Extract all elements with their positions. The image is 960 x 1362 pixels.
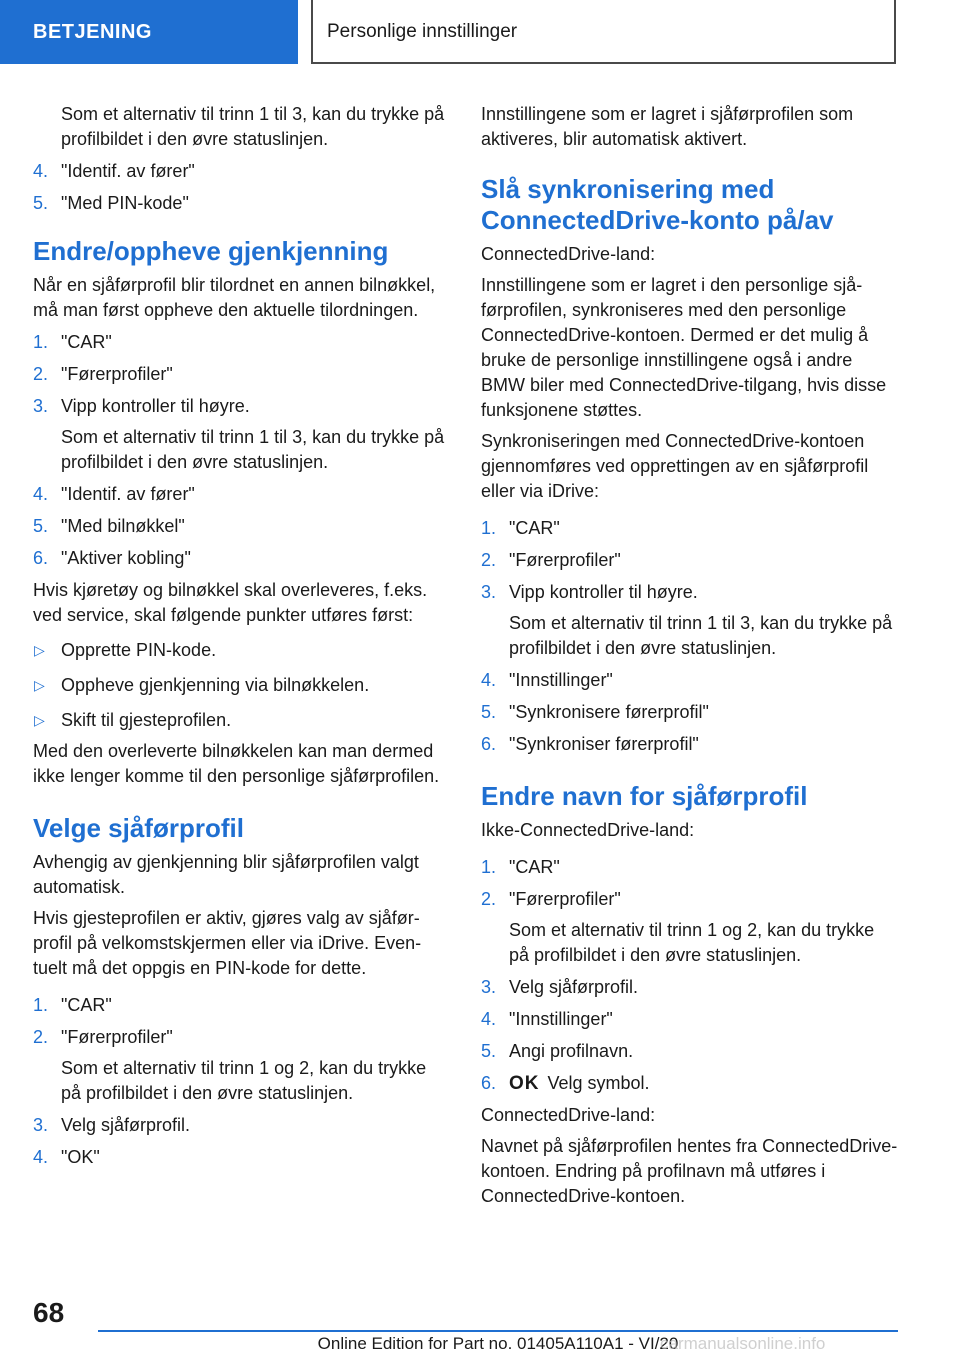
step-text: "Førerprofiler" — [509, 889, 621, 909]
list-item — [33, 1113, 449, 1138]
paragraph: Avhengig av gjenkjenning blir sjåførprofilen valgt automatisk. — [33, 852, 419, 897]
list-item — [481, 700, 899, 725]
list-item — [481, 516, 899, 541]
list-item — [33, 394, 449, 419]
paragraph: Hvis gjesteprofilen er aktiv, gjøres valg av sjåførprofil på velkomstskjermen eller via iDrive. Eventuelt må det oppgis en PIN-kode for dette. — [33, 908, 422, 978]
step-number: 4. — [481, 670, 497, 690]
section-tab: BETJENING — [0, 0, 298, 64]
paragraph-label: ConnectedDrive-land: — [481, 1105, 656, 1125]
paragraph: Synkroniseringen med ConnectedDrive-kontoen gjennomføres ved opprettingen av en sjåførprofil eller via iDrive: — [481, 431, 869, 501]
triangle-bullet-icon: ▷ — [34, 642, 45, 658]
step-text: "OK" — [61, 1147, 100, 1167]
step-number: 5. — [33, 516, 49, 536]
footer-divider — [98, 1330, 898, 1332]
step-text: "Innstillinger" — [509, 1009, 613, 1029]
page-number: 68 — [33, 1297, 65, 1328]
step-text: "CAR" — [509, 518, 560, 538]
section-heading: Slå synkronisering med ConnectedDrive-konto på/av — [481, 174, 834, 235]
edition-footer: Online Edition for Part no. 01405A110A1 - VI/20 — [317, 1334, 679, 1353]
bullet-text: Opprette PIN-kode. — [61, 640, 217, 660]
list-item — [33, 1025, 449, 1050]
watermark: carmanualsonline.info — [660, 1334, 826, 1353]
list-item — [481, 580, 899, 605]
step-text: "Identif. av fører" — [61, 161, 195, 181]
step-text: "Synkronisere førerprofil" — [509, 702, 709, 722]
paragraph: Med den overleverte bilnøkkelen kan man dermed ikke lenger komme til den personlige sjåførprofilen. — [33, 741, 440, 786]
step-text: "Med PIN-kode" — [61, 193, 189, 213]
list-item — [33, 362, 449, 387]
step-text: "CAR" — [509, 857, 560, 877]
step-text: "Aktiver kobling" — [61, 548, 191, 568]
step-text: Angi profilnavn. — [509, 1041, 634, 1061]
paragraph: Navnet på sjåførprofilen hentes fra ConnectedDrive-kontoen. Endring på profilnavn må utføres i ConnectedDrive-kontoen. — [481, 1136, 898, 1206]
step-text: "Innstillinger" — [509, 670, 613, 690]
step-number: 2. — [33, 1027, 49, 1047]
step-text: Velg sjåførprofil. — [509, 977, 639, 997]
step-text: Vipp kontroller til høyre. — [509, 582, 698, 602]
step-text: Vipp kontroller til høyre. — [61, 396, 250, 416]
step-number: 3. — [481, 977, 497, 997]
list-item — [481, 1071, 899, 1096]
step-number: 5. — [33, 193, 49, 213]
section-heading: Endre navn for sjåførprofil — [481, 781, 808, 811]
bullet-text: Skift til gjesteprofilen. — [61, 710, 232, 730]
paragraph-label: ConnectedDrive-land: — [481, 244, 656, 264]
instruction-note: Som et alternativ til trinn 1 og 2, kan du trykke på profilbildet i den øvre statuslinjen. — [61, 1058, 427, 1103]
list-item — [33, 159, 449, 184]
left-column — [33, 102, 449, 1170]
step-number: 1. — [481, 518, 497, 538]
triangle-bullet-icon: ▷ — [34, 712, 45, 728]
step-text: "Identif. av fører" — [61, 484, 195, 504]
step-number: 1. — [481, 857, 497, 877]
step-number: 6. — [481, 734, 497, 754]
step-number: 5. — [481, 702, 497, 722]
step-text: "Med bilnøkkel" — [61, 516, 185, 536]
step-number: 2. — [481, 889, 497, 909]
list-item — [481, 668, 899, 693]
instruction-note: Som et alternativ til trinn 1 til 3, kan du trykke på profilbildet i den øvre statuslinjen. — [61, 427, 445, 472]
step-text: "Førerprofiler" — [509, 550, 621, 570]
bullet-item — [33, 638, 449, 663]
instruction-note: Som et alternativ til trinn 1 og 2, kan du trykke på profilbildet i den øvre statuslinjen. — [509, 920, 875, 965]
ok-icon: OK — [509, 1073, 540, 1094]
step-number: 1. — [33, 332, 49, 352]
instruction-note: Som et alternativ til trinn 1 til 3, kan du trykke på profilbildet i den øvre statuslinjen. — [61, 104, 445, 149]
step-number: 4. — [33, 161, 49, 181]
list-item — [481, 1007, 899, 1032]
step-number: 4. — [33, 1147, 49, 1167]
step-number: 1. — [33, 995, 49, 1015]
paragraph: Hvis kjøretøy og bilnøkkel skal overleveres, f.eks. ved service, skal følgende punkter utføres først: — [33, 580, 428, 625]
step-number: 4. — [33, 484, 49, 504]
list-item — [33, 482, 449, 507]
bullet-item — [33, 708, 449, 733]
step-text: "CAR" — [61, 995, 112, 1015]
right-column — [481, 102, 899, 1215]
section-heading: Velge sjåførprofil — [33, 813, 244, 843]
step-number: 6. — [481, 1073, 497, 1093]
list-item — [33, 1145, 449, 1170]
list-item — [481, 548, 899, 573]
bullet-text: Oppheve gjenkjenning via bilnøkkelen. — [61, 675, 370, 695]
step-text: "Synkroniser førerprofil" — [509, 734, 699, 754]
step-text: "CAR" — [61, 332, 112, 352]
step-number: 3. — [33, 1115, 49, 1135]
step-number: 3. — [481, 582, 497, 602]
list-item — [33, 514, 449, 539]
list-item — [481, 887, 899, 912]
list-item — [481, 855, 899, 880]
step-text: "Førerprofiler" — [61, 1027, 173, 1047]
list-item — [33, 546, 449, 571]
section-heading: Endre/oppheve gjenkjenning — [33, 236, 389, 266]
step-text: Velg symbol. — [547, 1073, 650, 1093]
bullet-item — [33, 673, 449, 698]
page-header — [0, 0, 960, 66]
step-number: 2. — [481, 550, 497, 570]
list-item — [33, 330, 449, 355]
list-item — [33, 191, 449, 216]
triangle-bullet-icon: ▷ — [34, 677, 45, 693]
list-item — [481, 1039, 899, 1064]
chapter-title: Personlige innstillinger — [311, 0, 896, 64]
step-number: 4. — [481, 1009, 497, 1029]
step-number: 5. — [481, 1041, 497, 1061]
paragraph-label: Ikke-ConnectedDrive-land: — [481, 820, 695, 840]
list-item — [481, 975, 899, 1000]
paragraph: Innstillingene som er lagret i den personlige sjåførprofilen, synkroniseres med den personlige ConnectedDrive-kontoen. Dermed er det mulig å bruke de personlige innstillingene også i andre BMW biler med ConnectedDrive-tilgang, hvis disse funksjonene støttes. — [481, 275, 887, 420]
paragraph: Når en sjåførprofil blir tilordnet en annen bilnøkkel, må man først oppheve den aktuelle tilordningen. — [33, 275, 436, 320]
step-text: "Førerprofiler" — [61, 364, 173, 384]
step-number: 2. — [33, 364, 49, 384]
step-number: 3. — [33, 396, 49, 416]
list-item — [33, 993, 449, 1018]
list-item — [481, 732, 899, 757]
step-text: Velg sjåførprofil. — [61, 1115, 191, 1135]
paragraph: Innstillingene som er lagret i sjåførprofilen som aktiveres, blir automatisk aktivert. — [481, 104, 854, 149]
step-number: 6. — [33, 548, 49, 568]
instruction-note: Som et alternativ til trinn 1 til 3, kan du trykke på profilbildet i den øvre statuslinjen. — [509, 613, 893, 658]
